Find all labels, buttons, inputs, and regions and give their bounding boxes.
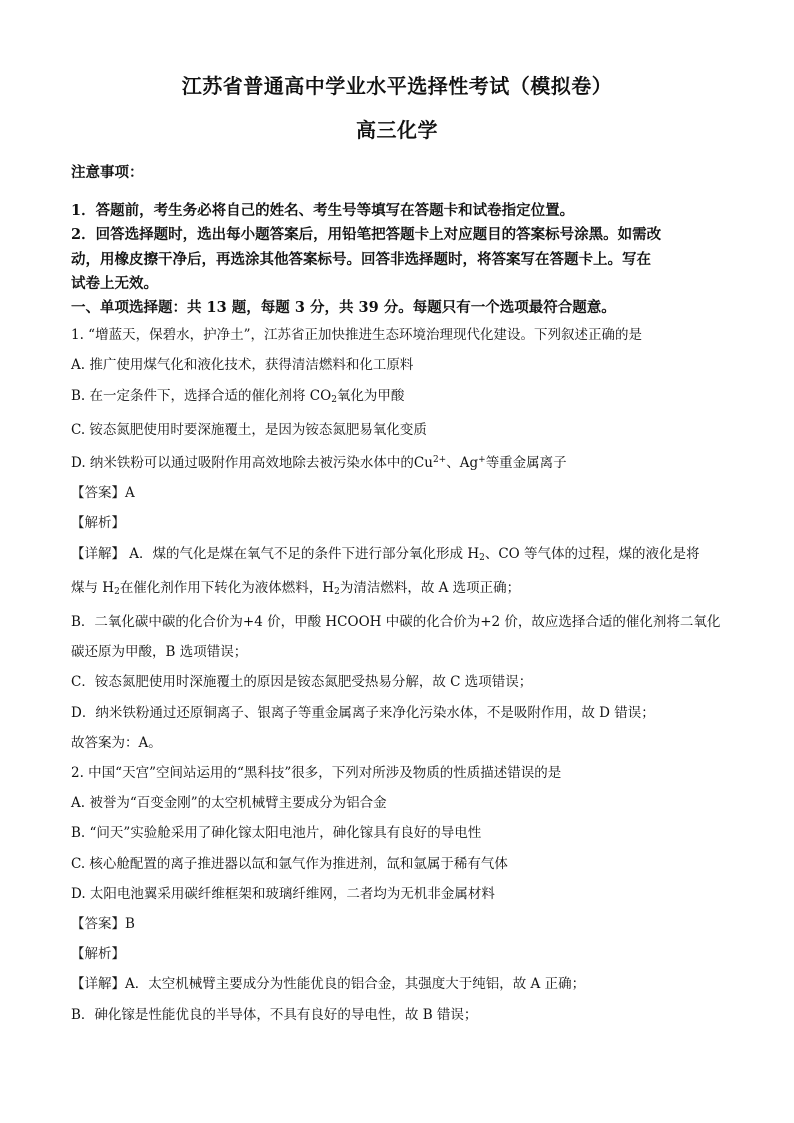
q1-option-c: C. 铵态氮肥使用时要深施覆土，是因为铵态氮肥易氧化变质 xyxy=(71,421,427,438)
section-heading: 一、单项选择题：共 13 题，每题 3 分，共 39 分。每题只有一个选项最符合题意。 xyxy=(71,299,616,317)
notice-item-2-line-3: 试卷上无效。 xyxy=(71,274,158,292)
q1-detail-line-2: 煤与 $H_2$在催化剂作用下转化为液体燃料，$H_2$为清洁燃料，故 A 选项正确； xyxy=(71,579,521,597)
q2-answer: 【答案】B xyxy=(71,916,135,933)
q2-option-b: B. “问天”实验舱采用了砷化镓太阳电池片，砷化镓具有良好的导电性 xyxy=(71,825,482,842)
q1-stem: 1. “增蓝天，保碧水，护净土”，江苏省正加快推进生态环境治理现代化建设。下列叙述正确的是 xyxy=(71,327,642,344)
q1-detail-b-line-1: B．二氧化碳中碳的化合价为+4 价，甲酸 HCOOH 中碳的化合价为+2 价，故应选择合适的催化剂将二氧化 xyxy=(71,614,721,631)
exam-title: 江苏省普通高中学业水平选择性考试（模拟卷） xyxy=(181,74,613,98)
q2-option-d: D. 太阳电池翼采用碳纤维框架和玻璃纤维网，二者均为无机非金属材料 xyxy=(71,885,495,902)
q1-detail-b-line-2: 碳还原为甲酸，B 选项错误； xyxy=(71,644,248,661)
q2-option-a: A. 被誉为“百变金刚”的太空机械臂主要成分为铝合金 xyxy=(71,795,387,812)
notice-item-1: 1．答题前，考生务必将自己的姓名、考生号等填写在答题卡和试卷指定位置。 xyxy=(71,202,575,220)
exam-body xyxy=(71,146,727,1030)
q1-detail-c: C．铵态氮肥使用时深施覆土的原因是铵态氮肥受热易分解，故 C 选项错误； xyxy=(71,674,533,691)
q1-option-a: A. 推广使用煤气化和液化技术，获得清洁燃料和化工原料 xyxy=(71,357,414,374)
exam-subtitle: 高三化学 xyxy=(356,118,438,142)
q2-detail-b: B．砷化镓是性能优良的半导体，不具有良好的导电性，故 B 错误； xyxy=(71,1006,478,1023)
notice-item-2-line-2: 动，用橡皮擦干净后，再选涂其他答案标号。回答非选择题时，将答案写在答题卡上。写在 xyxy=(71,250,651,268)
q2-option-c: C. 核心舱配置的离子推进器以氙和氩气作为推进剂，氙和氩属于稀有气体 xyxy=(71,855,508,872)
notice-item-2-line-1: 2．回答选择题时，选出每小题答案后，用铅笔把答题卡上对应题目的答案标号涂黑。如需改 xyxy=(71,226,662,244)
q2-detail-a: 【详解】A．太空机械臂主要成分为性能优良的铝合金，其强度大于纯铝，故 A 正确； xyxy=(71,976,586,993)
q1-conclusion: 故答案为：A。 xyxy=(71,734,162,751)
notice-heading: 注意事项： xyxy=(71,163,144,181)
q2-stem: 2. 中国“天宫”空间站运用的“黑科技”很多，下列对所涉及物质的性质描述错误的是 xyxy=(71,765,562,782)
q1-detail-line-1: 【详解】 A．煤的气化是煤在氧气不足的条件下进行部分氧化形成 $H_2$、CO 等气体的过程，煤的液化是将 xyxy=(71,545,700,563)
q1-answer: 【答案】A xyxy=(71,485,135,502)
q2-analysis-label: 【解析】 xyxy=(71,946,125,963)
q1-detail-d: D．纳米铁粉通过还原铜离子、银离子等重金属离子来净化污染水体，不是吸附作用，故 D 错误； xyxy=(71,704,655,721)
q1-option-b: B. 在一定条件下，选择合适的催化剂将 $CO_2$氧化为甲酸 xyxy=(71,387,405,405)
q1-analysis-label: 【解析】 xyxy=(71,515,125,532)
q1-option-d: D. 纳米铁粉可以通过吸附作用高效地除去被污染水体中的$Cu^{2+}$、Ag+等重金属离子 xyxy=(71,455,567,472)
